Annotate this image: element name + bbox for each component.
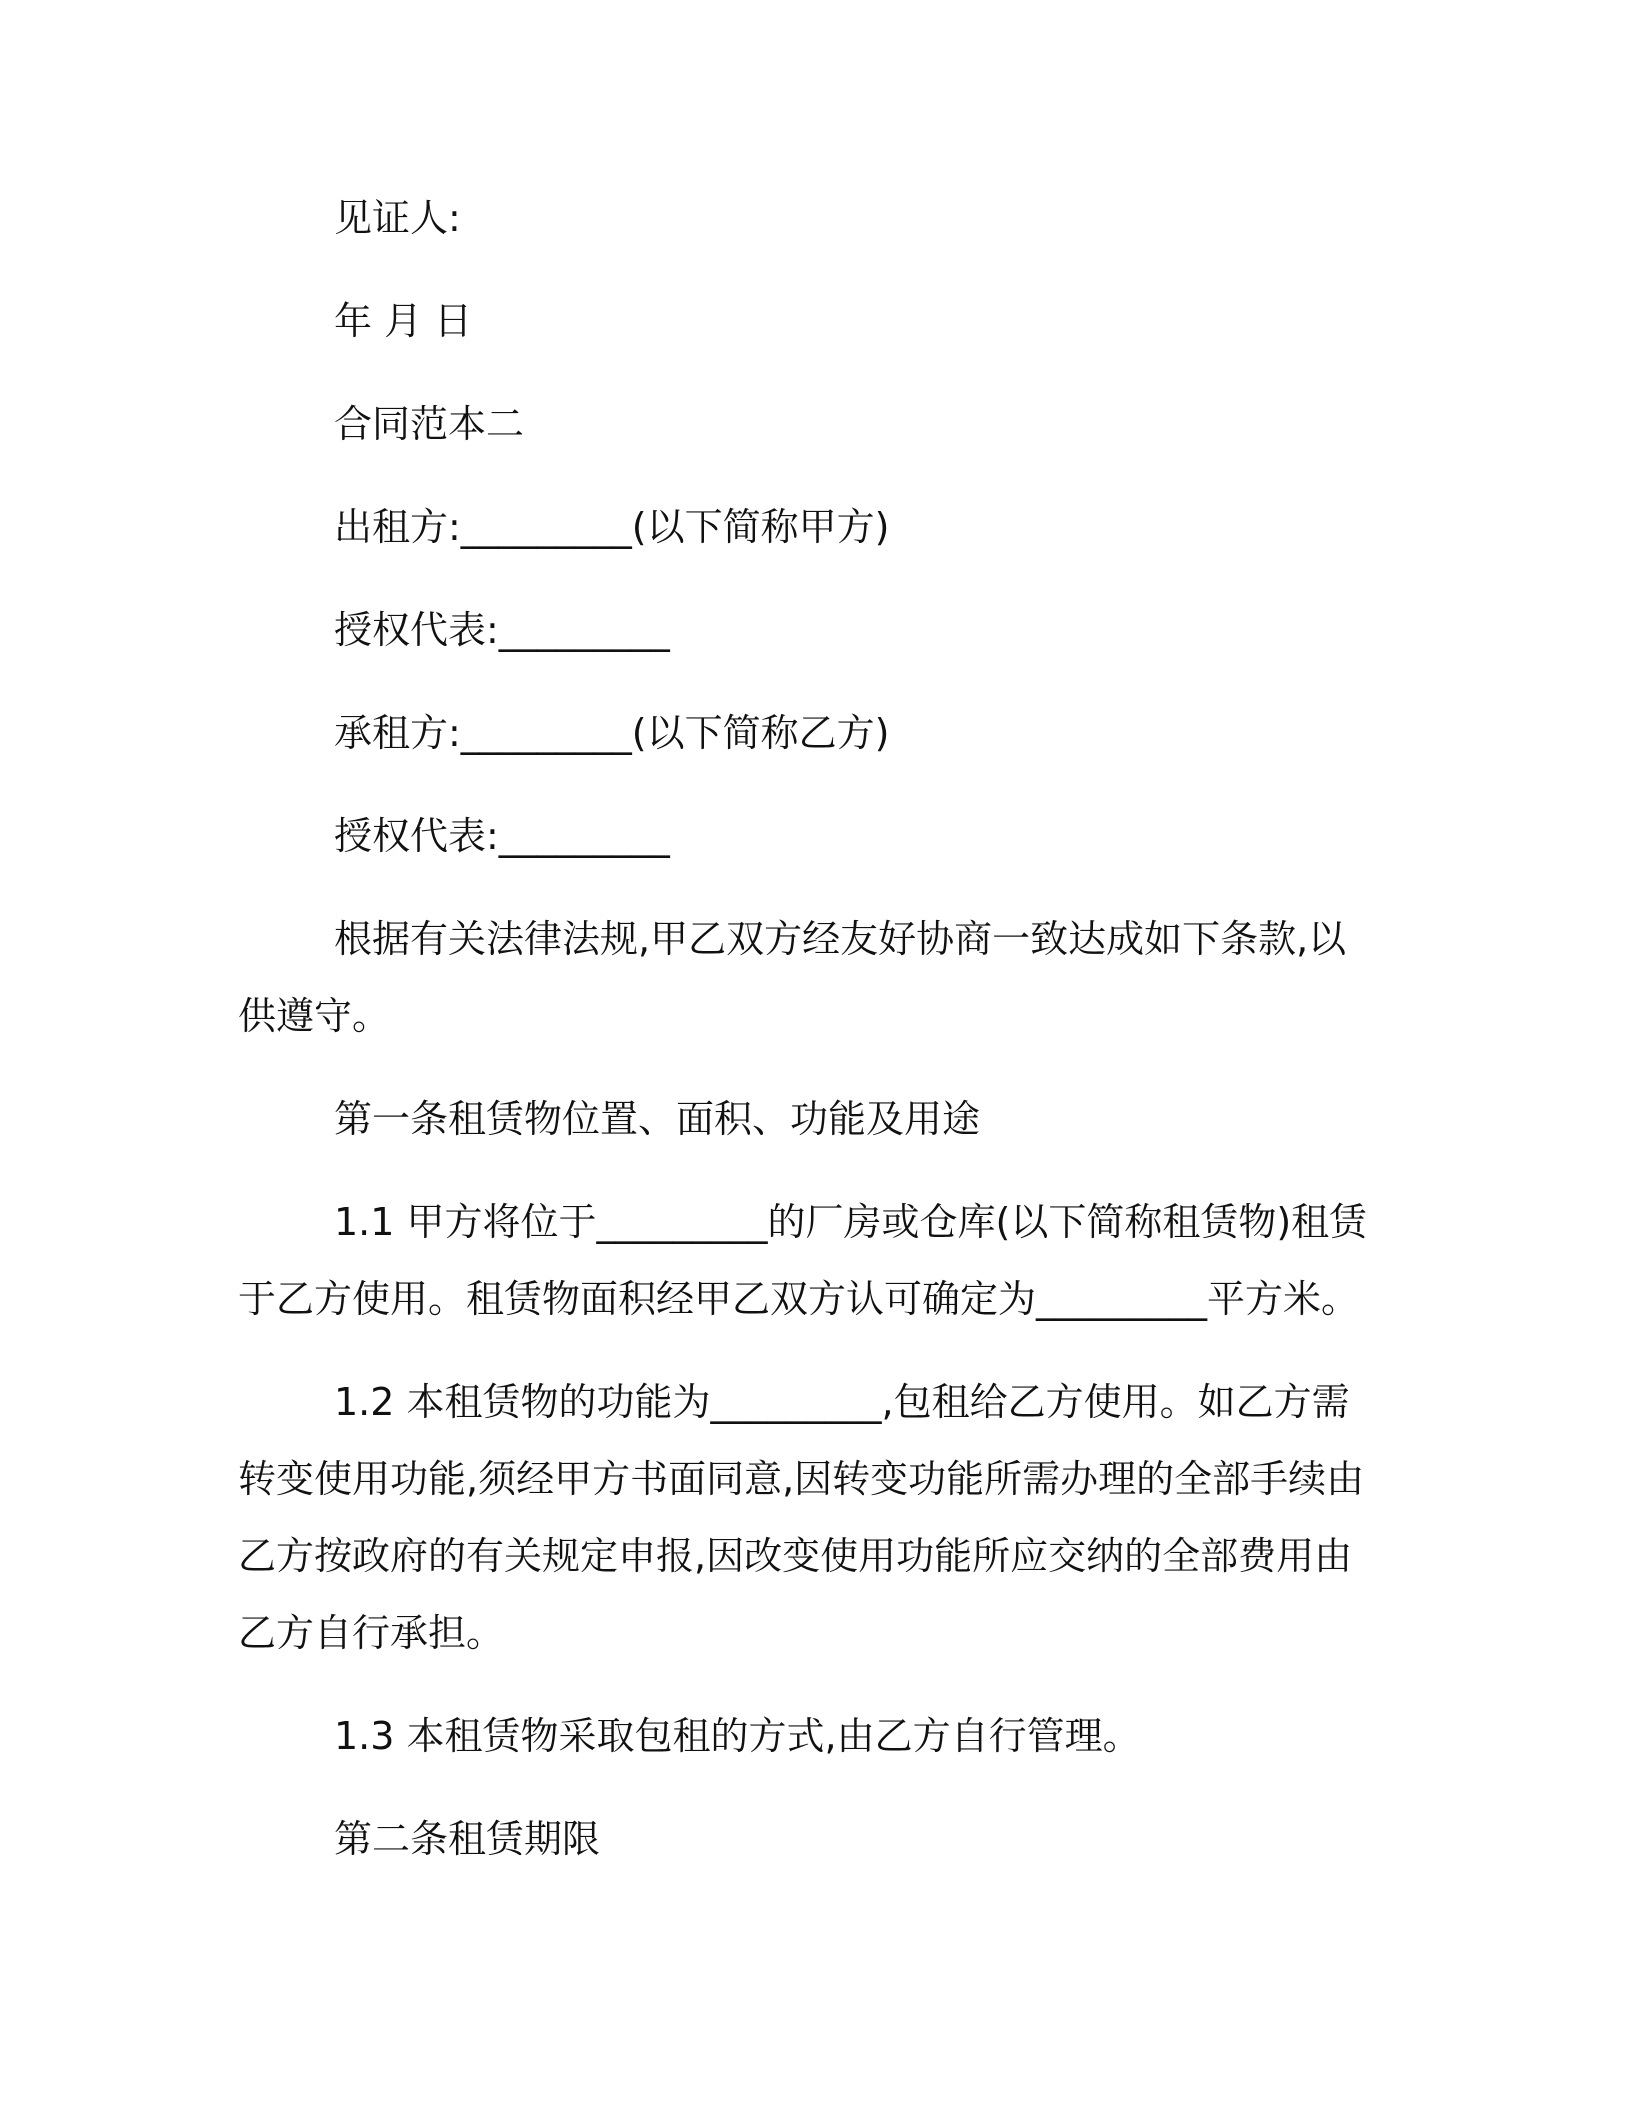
lessee-representative-line: 授权代表:_________: [334, 814, 670, 858]
lessee-line: 承租方:_________(以下简称乙方): [334, 711, 890, 755]
clause-1-2: 1.2 本租赁物的功能为_________,包租给乙方使用。如乙方需转变使用功能,须经甲方书面同意,因转变功能所需办理的全部手续由乙方按政府的有关规定申报,因改变使用功能所应交纳的全部费用由乙方自行承担。: [238, 1380, 1365, 1655]
preamble-paragraph: 根据有关法律法规,甲乙双方经友好协商一致达成如下条款,以供遵守。: [238, 917, 1347, 1038]
article-two-heading: 第二条租赁期限: [334, 1817, 601, 1861]
lessor-line: 出租方:_________(以下简称甲方): [334, 505, 890, 549]
contract-template-heading: 合同范本二: [334, 402, 525, 446]
clause-1-3: 1.3 本租赁物采取包租的方式,由乙方自行管理。: [334, 1714, 1141, 1758]
article-one-heading: 第一条租赁物位置、面积、功能及用途: [334, 1097, 981, 1141]
clause-1-1: 1.1 甲方将位于_________的厂房或仓库(以下简称租赁物)租赁于乙方使用。租赁物面积经甲乙双方认可确定为_________平方米。: [238, 1200, 1368, 1321]
date-line: 年 月 日: [334, 299, 473, 343]
witness-line: 见证人:: [334, 196, 461, 240]
lessor-representative-line: 授权代表:_________: [334, 608, 670, 652]
